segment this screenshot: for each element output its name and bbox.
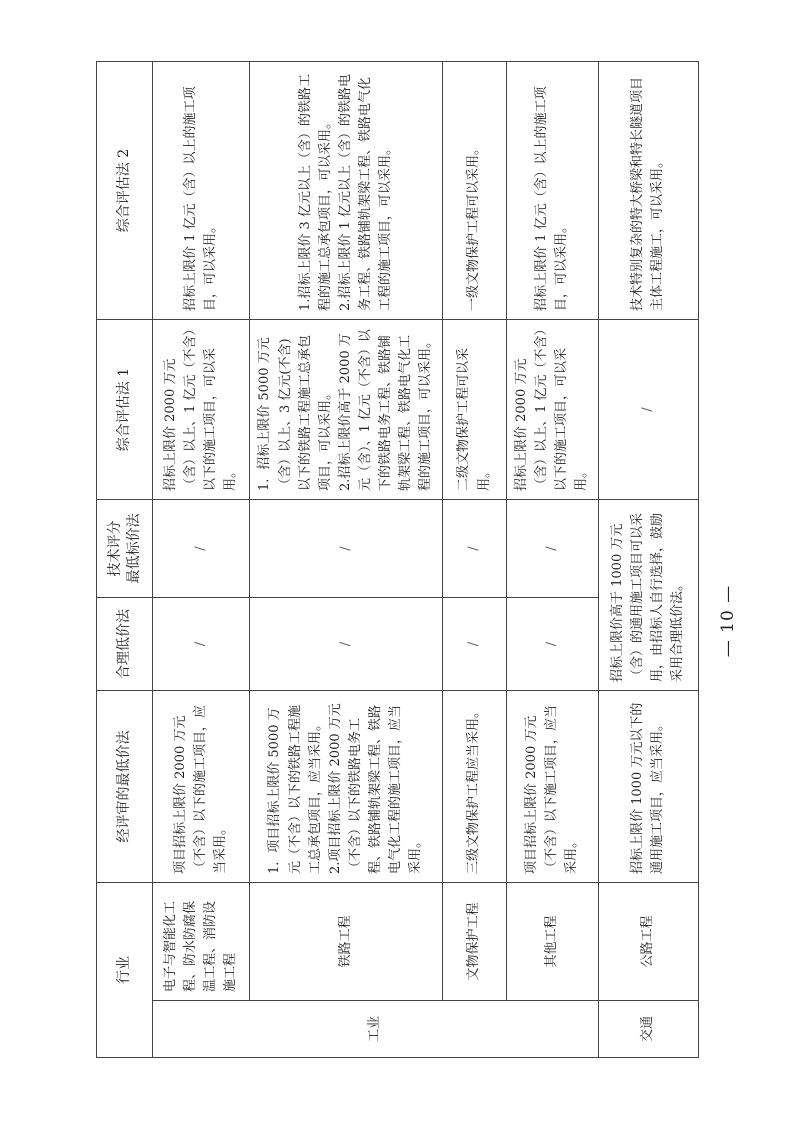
rotated-table-wrapper bbox=[96, 62, 686, 1058]
cell-evaluated-lowest: 1．项目招标上限价 5000 万元（不含）以下的铁路工程施工总承包项目，应当采用。 2.项目招标上限价 2000 万元（不含）以下的铁路电务工程、铁路铺轨架梁工程、铁路电气化工程的施工项目，应当采用。 bbox=[250, 691, 443, 883]
cell-reasonable-lowest: / bbox=[443, 598, 507, 691]
header-industry: 行业 bbox=[97, 883, 153, 1058]
sector-industry: 工业 bbox=[153, 1001, 599, 1058]
cell-comprehensive-1: 招标上限价 2000 万元（含）以上、1 亿元（不含）以下的施工项目，可以采用。 bbox=[507, 320, 599, 500]
cell-tech-score-lowest: / bbox=[443, 500, 507, 598]
cell-comprehensive-1: 二级文物保护工程可以采用。 bbox=[443, 320, 507, 500]
table-row bbox=[153, 62, 250, 1058]
cell-comprehensive-2: 招标上限价 1 亿元（含）以上的施工项目，可以采用。 bbox=[153, 62, 250, 320]
cell-comprehensive-2: 1.招标上限价 3 亿元以上（含）的铁路工程的施工总承包项目，可以采用。 2.招标上限价 1 亿元以上（含）的铁路电务工程、铁路铺轨架梁工程、铁路电气化工程的施工项目，可以采用。 bbox=[250, 62, 443, 320]
cell-reasonable-lowest: / bbox=[250, 598, 443, 691]
cell-reasonable-lowest: / bbox=[507, 598, 599, 691]
cell-comprehensive-1: 招标上限价 2000 万元（含）以上、1 亿元（不含）以下的施工项目，可以采用。 bbox=[153, 320, 250, 500]
row-sub-category: 铁路工程 bbox=[250, 883, 443, 1001]
sector-transport: 交通 bbox=[598, 1001, 698, 1058]
table-row bbox=[598, 62, 698, 1058]
header-evaluated-lowest: 经评审的最低价法 bbox=[97, 691, 153, 883]
row-sub-category: 其他工程 bbox=[507, 883, 599, 1001]
cell-comprehensive-2: 一级文物保护工程可以采用。 bbox=[443, 62, 507, 320]
cell-reasonable-lowest: / bbox=[153, 598, 250, 691]
table-row bbox=[443, 62, 507, 1058]
cell-comprehensive-1: / bbox=[598, 320, 698, 500]
cell-merged-reasonable-tech: 招标上限价高于 1000 万元（含）的通用施工项目可以采用，由招标人自行选择，鼓励采用合理低价法。 bbox=[598, 500, 698, 691]
cell-evaluated-lowest: 项目招标上限价 2000 万元（不含）以下施工项目，应当采用。 bbox=[507, 691, 599, 883]
header-comprehensive-1: 综合评估法 1 bbox=[97, 320, 153, 500]
header-tech-score-lowest: 技术评分 最低标价法 bbox=[97, 500, 153, 598]
page-number-text: — 10 — bbox=[718, 584, 739, 658]
table-row bbox=[250, 62, 443, 1058]
cell-evaluated-lowest: 三级文物保护工程应当采用。 bbox=[443, 691, 507, 883]
cell-comprehensive-2: 招标上限价 1 亿元（含）以上的施工项目，可以采用。 bbox=[507, 62, 599, 320]
row-sub-category: 文物保护工程 bbox=[443, 883, 507, 1001]
bidding-method-table bbox=[96, 61, 699, 1058]
cell-comprehensive-1: 1．招标上限价 5000 万元（含）以上、3 亿元(不含)以下的铁路工程施工总承包项目，可以采用。 2.招标上限价高于 2000 万元（含）、1 亿元（不含）以下的铁路电务工程、铁路铺轨架梁工程、铁路电气化工程的施工项目，可以采用。 bbox=[250, 320, 443, 500]
cell-tech-score-lowest: / bbox=[250, 500, 443, 598]
header-row bbox=[97, 62, 153, 1058]
header-reasonable-lowest: 合理低价法 bbox=[97, 598, 153, 691]
cell-tech-score-lowest: / bbox=[153, 500, 250, 598]
table-row bbox=[507, 62, 599, 1058]
cell-evaluated-lowest: 招标上限价 1000 万元以下的通用施工项目，应当采用。 bbox=[598, 691, 698, 883]
row-sub-category: 电子与智能化工程、防水防腐保温工程、消防设施工程 bbox=[153, 883, 250, 1001]
row-sub-category: 公路工程 bbox=[598, 883, 698, 1001]
page-number bbox=[718, 561, 738, 681]
cell-comprehensive-2: 技术特别复杂的特大桥梁和特长隧道项目主体工程施工，可以采用。 bbox=[598, 62, 698, 320]
cell-tech-score-lowest: / bbox=[507, 500, 599, 598]
header-comprehensive-2: 综合评估法 2 bbox=[97, 62, 153, 320]
cell-evaluated-lowest: 项目招标上限价 2000 万元（不含）以下的施工项目，应当采用。 bbox=[153, 691, 250, 883]
